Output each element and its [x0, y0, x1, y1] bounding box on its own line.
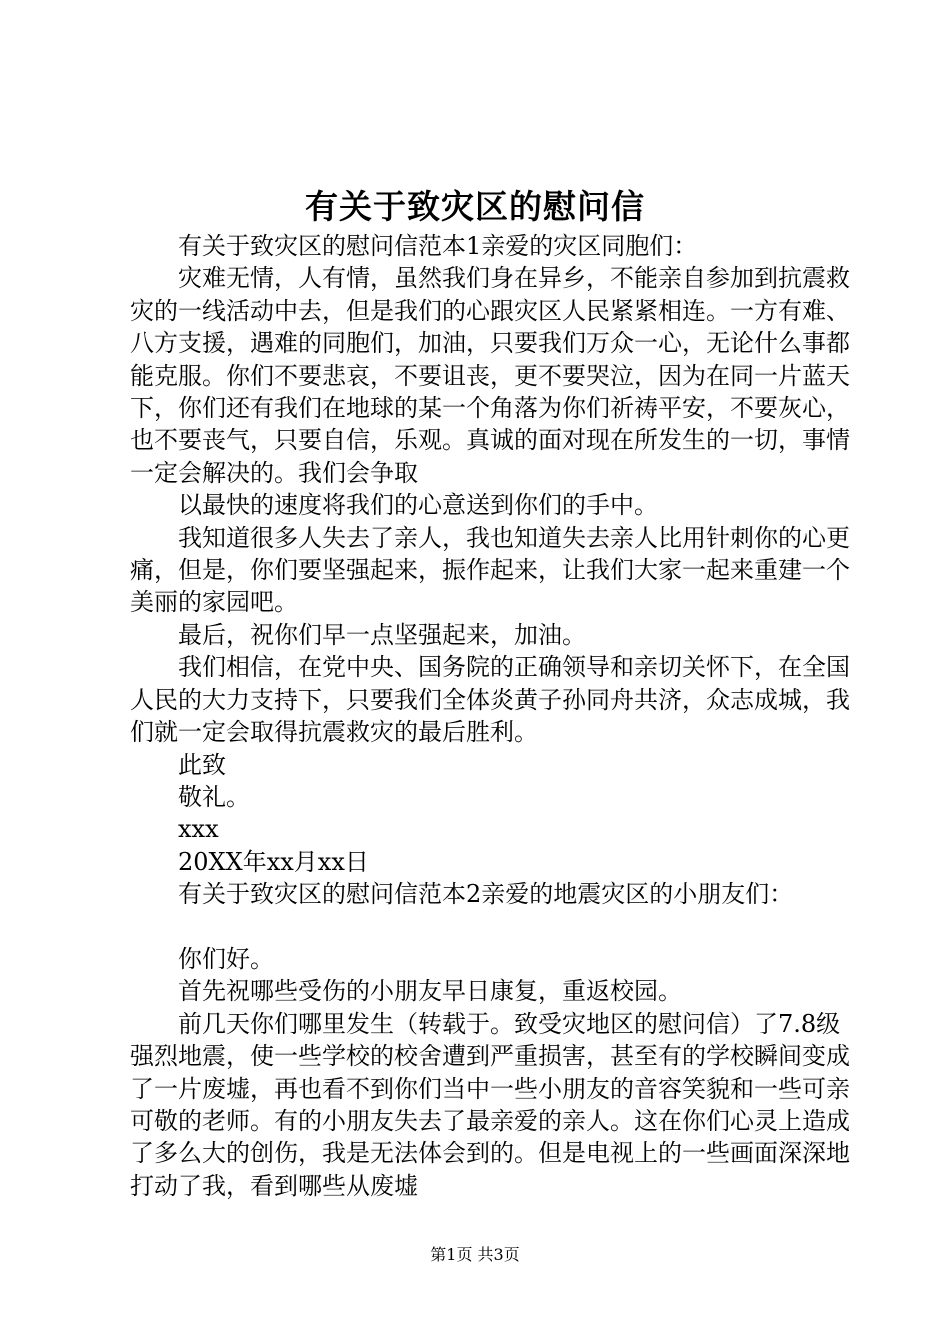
- paragraph: 前几天你们哪里发生（转载于。致受灾地区的慰问信）了7.8级强烈地震，使一些学校的校舍遭到严重损害，甚至有的学校瞬间变成了一片废墟，再也看不到你们当中一些小朋友的音容笑貌和一些可亲可敬的老师。有的小朋友失去了最亲爱的亲人。这在你们心灵上造成了多么大的创伤，我是无法体会到的。但是电视上的一些画面深深地打动了我，看到哪些从废墟: [130, 1009, 850, 1200]
- paragraph: 灾难无情，人有情，虽然我们身在异乡，不能亲自参加到抗震救灾的一线活动中去，但是我们的心跟灾区人民紧紧相连。一方有难、八方支援，遇难的同胞们，加油，只要我们万众一心，无论什么事都能克服。你们不要悲哀，不要诅丧，更不要哭泣，因为在同一片蓝天下，你们还有我们在地球的某一个角落为你们祈祷平安，不要灰心，也不要丧气，只要自信，乐观。真诚的面对现在所发生的一切，事情一定会解决的。我们会争取: [130, 264, 850, 487]
- date-line: 20XX年xx月xx日: [178, 847, 369, 876]
- closing-line: 此致: [178, 750, 226, 779]
- paragraph: 我们相信，在党中央、国务院的正确领导和亲切关怀下，在全国人民的大力支持下，只要我们全体炎黄子孙同舟共济，众志成城，我们就一定会取得抗震救灾的最后胜利。: [130, 653, 850, 747]
- paragraph: 有关于致灾区的慰问信范本1亲爱的灾区同胞们：: [178, 232, 698, 260]
- paragraph: 以最快的速度将我们的心意送到你们的手中。: [178, 491, 658, 520]
- blank-line: [130, 911, 850, 943]
- signature: xxx: [178, 815, 219, 844]
- closing-line: 敬礼。: [178, 782, 250, 811]
- page-footer: 第1页 共3页: [430, 1245, 520, 1264]
- paragraph: 首先祝哪些受伤的小朋友早日康复，重返校园。: [178, 977, 682, 1006]
- paragraph: 我知道很多人失去了亲人，我也知道失去亲人比用针刺你的心更痛，但是，你们要坚强起来，振作起来，让我们大家一起来重建一个美丽的家园吧。: [130, 523, 850, 617]
- document-body: [130, 230, 850, 1202]
- paragraph: 最后，祝你们早一点坚强起来，加油。: [178, 620, 586, 649]
- paragraph: 你们好。: [178, 944, 274, 973]
- document-title: 有关于致灾区的慰问信: [305, 187, 645, 226]
- paragraph: 有关于致灾区的慰问信范本2亲爱的地震灾区的小朋友们：: [178, 880, 794, 909]
